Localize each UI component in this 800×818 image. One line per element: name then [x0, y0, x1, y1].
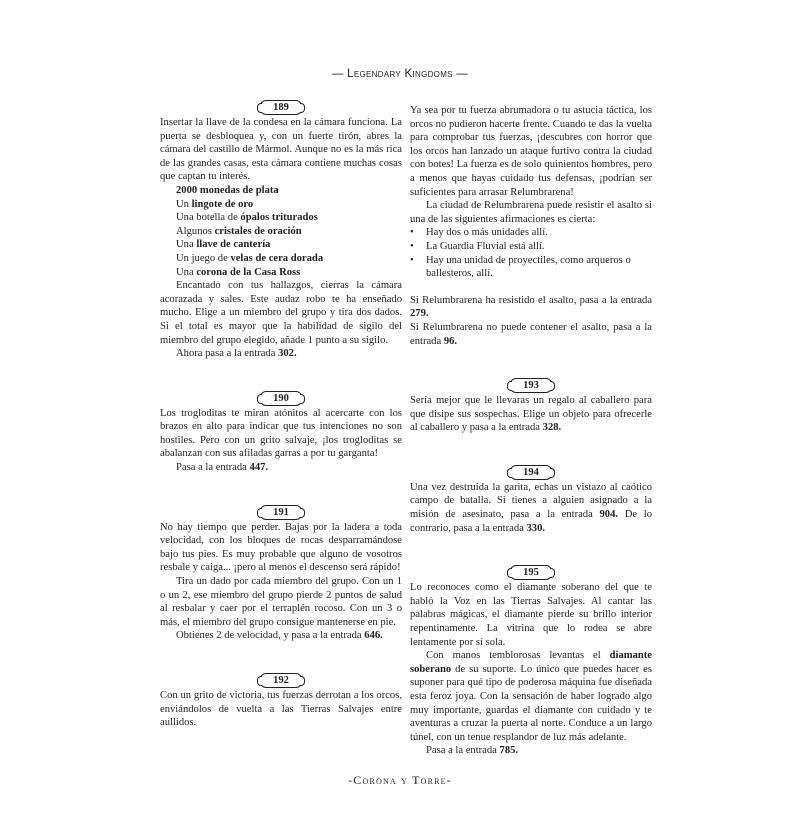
- entry-192: [160, 673, 402, 730]
- entry-192-continued: [410, 104, 652, 348]
- paragraph: Ya sea por tu fuerza abrumadora o tu astucia táctica, los orcos no pudieron hacerte frente. Cuando te das la vuelta para comprobar tus fuerzas, ¡descubres con horror que los orcos han lanzado un ataque furtivo contra la ciudad con botes! La fuerza es de solo quinientos hombres, pero a menos que hayas cuidado tus defensas, ¡podrían ser suficientes para arrasar Relumbrarena!: [410, 105, 652, 198]
- item-name: llave de cantería: [196, 239, 271, 251]
- text: Con manos temblorosas levantas el: [426, 650, 610, 662]
- loot-item: [160, 252, 402, 266]
- loot-item: [160, 238, 402, 252]
- entry-reference: 785.: [499, 745, 519, 757]
- entry-number-badge: 190: [260, 391, 302, 406]
- text: Algunos: [176, 225, 215, 237]
- entry-191: [160, 505, 402, 643]
- text: Una vez destruida la garita, echas un vistazo al caótico campo de batalla. Si tienes a alguien asignado a la misión de asesinato, pasa a la entrada: [410, 481, 652, 521]
- paragraph: Los trogloditas te miran atónitos al acercarte con los brazos en alto para indicar que tus intenciones no son hostiles. Pero con un grito salvaje, ¡los trogloditas se abalanzan con sus afiladas garras a por tu garganta!: [160, 407, 402, 460]
- bullet-text: Hay dos o más unidades allí.: [426, 227, 548, 239]
- paragraph: Tira un dado por cada miembro del grupo. Con un 1 o un 2, ese miembro del grupo pierde 2 puntos de salud al resbalar y caer por el terraplén rocoso. Con un 3 o más, el miembro del grupo consigue mantenerse en pie.: [160, 576, 402, 628]
- item-name: lingote de oro: [191, 198, 254, 210]
- item-name: cristales de oración: [214, 225, 302, 237]
- entry-number-badge: 194: [510, 465, 552, 480]
- goto-line: [160, 461, 402, 475]
- text: Una botella de: [176, 212, 241, 224]
- paragraph: [410, 649, 652, 744]
- text: de su suporte. Lo único que puedes hacer es suponer para qué tipo de poderosa máquina fue diseñada esta feroz joya. Con la sensación de haber logrado algo muy importante, guardas el diamante con cuidado y te aventuras a cruzar la puerta al norte. Conduce a un largo túnel, con un tenue resplandor de luz más adelante.: [410, 663, 652, 743]
- item-name: ópalos triturados: [240, 212, 318, 224]
- text-columns: [0, 100, 800, 758]
- bullet-item: [410, 254, 652, 281]
- text: Una: [176, 266, 197, 278]
- paragraph: La ciudad de Relumbrarena puede resistir el asalto si una de las siguientes afirmaciones es cierta:: [410, 200, 652, 225]
- entry-190: [160, 391, 402, 475]
- entry-reference: 904.: [599, 509, 619, 521]
- bullet-icon: •: [410, 254, 414, 266]
- right-column: [410, 104, 652, 758]
- text: Obtienes 2 de velocidad, y pasa a la entrada: [176, 630, 365, 642]
- item-name: velas de cera dorada: [230, 252, 324, 264]
- loot-item: [160, 211, 402, 225]
- entry-reference: 279.: [410, 308, 429, 320]
- left-column: [160, 100, 402, 730]
- bullet-text: Hay una unidad de proyectiles, como arqueros o ballesteros, allí.: [426, 254, 631, 280]
- entry-number-badge: 189: [260, 100, 302, 115]
- entry-193: [410, 378, 652, 435]
- entry-reference: 302.: [278, 348, 297, 360]
- text: Ahora pasa a la entrada: [176, 348, 279, 360]
- text: De lo contrario, pasa a la entrada: [410, 509, 653, 534]
- loot-item: [160, 184, 402, 198]
- entry-189: [160, 100, 402, 361]
- entry-195: [410, 565, 652, 758]
- text: Una: [176, 239, 197, 251]
- entry-number-badge: 192: [260, 673, 302, 688]
- entry-number-badge: 191: [260, 505, 302, 520]
- bullet-item: [410, 240, 652, 254]
- text: Un juego de: [176, 252, 231, 264]
- item-list: [160, 184, 402, 279]
- running-header: — Legendary Kingdoms —: [331, 68, 469, 80]
- paragraph: Encantado con tus hallazgos, cierras la cámara acorazada y sales. Este audaz robo te ha enseñado mucho. Elige a un miembro del grupo y tira dos dados. Si el total es mayor que la habilidad de sigilo del miembro del grupo elegido, añade 1 punto a su sigilo.: [160, 280, 402, 346]
- bold-item: diamante soberano: [410, 650, 652, 675]
- goto-line: [410, 321, 652, 348]
- entry-number-badge: 193: [510, 378, 552, 393]
- goto-line: [410, 481, 652, 535]
- goto-line: [410, 294, 652, 321]
- loot-item: [160, 198, 402, 212]
- book-title-footer: -Corona y Torre-: [348, 772, 452, 787]
- goto-line: [410, 394, 652, 435]
- text: Pasa a la entrada: [176, 462, 250, 474]
- paragraph: Con un grito de victoria, tus fuerzas derrotan a los orcos, enviándolos de vuelta a las Tierras Salvajes entre aullidos.: [160, 690, 402, 729]
- bullet-icon: •: [410, 240, 414, 252]
- loot-item: [160, 225, 402, 239]
- bullet-icon: •: [410, 227, 414, 239]
- entry-194: [410, 465, 652, 535]
- text: Pasa a la entrada: [426, 745, 500, 757]
- entry-reference: 447.: [249, 462, 269, 474]
- condition-list: [410, 226, 652, 280]
- text: Si Relumbrarena ha resistido el asalto, pasa a la entrada: [410, 294, 652, 306]
- bullet-text: La Guardia Fluvial está allí.: [426, 240, 545, 252]
- bullet-item: [410, 226, 652, 240]
- entry-reference: 328.: [542, 422, 562, 434]
- text: Si Relumbrarena no puede contener el asalto, pasa a la entrada: [410, 321, 652, 347]
- goto-line: [160, 629, 402, 643]
- goto-line: [410, 744, 652, 758]
- text: Un: [176, 198, 192, 210]
- paragraph: Insertar la llave de la condesa en la cámara funciona. La puerta se desbloquea y, con un fuerte tirón, abres la cámara del castillo de Mármol. Aunque no es la más rica de las grandes casas, esta cámara contiene muchas cosas que captan tu interés.: [160, 117, 402, 183]
- entry-reference: 96.: [443, 335, 458, 347]
- entry-reference: 646.: [364, 630, 383, 642]
- loot-item: [160, 266, 402, 280]
- entry-reference: 330.: [526, 522, 546, 534]
- entry-number-badge: 195: [510, 565, 552, 580]
- text: Sería mejor que le llevaras un regalo al caballero para que disipe sus sospechas. Elige un objeto para ofrecerle al caballero y pasa a la entrada: [410, 395, 652, 434]
- goto-line: [160, 347, 402, 361]
- paragraph: Lo reconoces como el diamante soberano del que te habló la Voz en las Tierras Salvajes. Al cantar las palabras mágicas, el diamante pierde su brillo interior repentinamente. La vitrina que lo rodea se abre lentamente por sí sola.: [410, 582, 652, 648]
- item-name: corona de la Casa Ross: [196, 266, 301, 278]
- paragraph: No hay tiempo que perder. Bajas por la ladera a toda velocidad, con los bloques de rocas desparramándose bajo tus pies. Es muy probable que alguno de vosotros resbale y caiga... ¡pero al menos el descenso será rápido!: [160, 521, 402, 574]
- item-name: 2000 monedas de plata: [176, 184, 279, 196]
